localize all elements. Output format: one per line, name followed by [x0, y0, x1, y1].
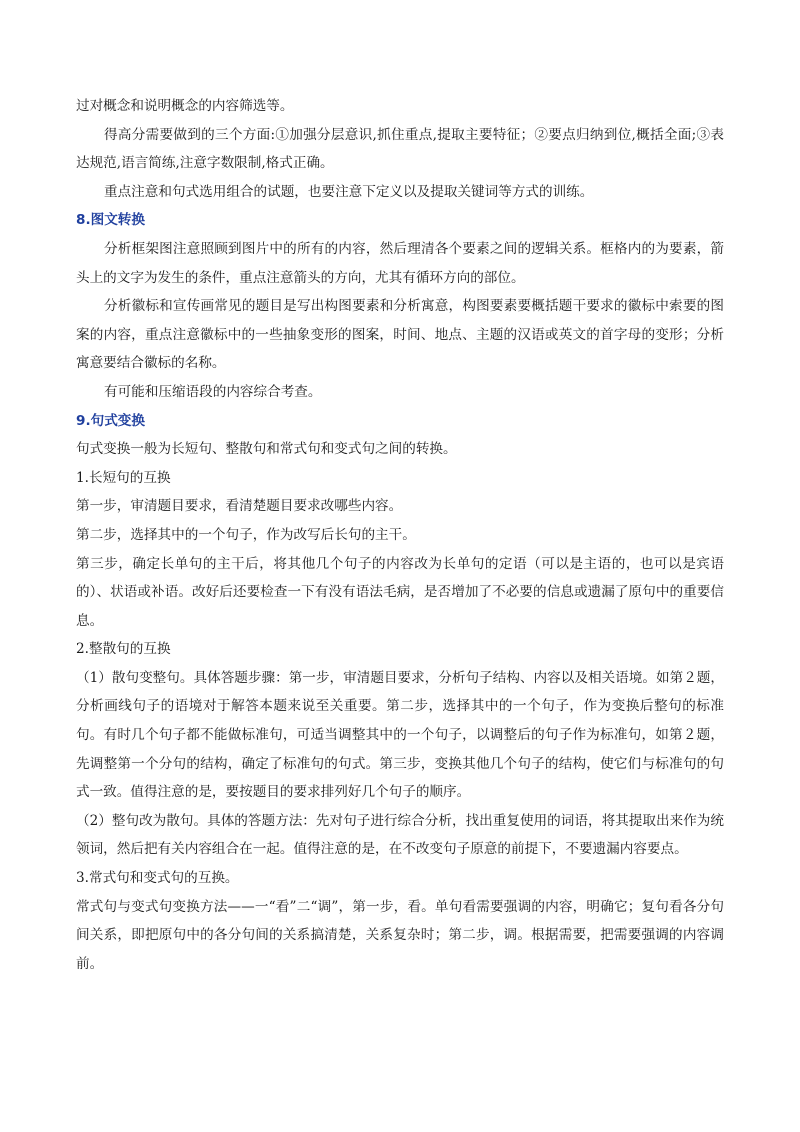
- section-heading-9: 9.句式变换: [76, 412, 145, 429]
- paragraph: 重点注意和句式选用组合的试题，也要注意下定义以及提取关键词等方式的训练。: [104, 183, 594, 200]
- paragraph: 过对概念和说明概念的内容筛选等。: [76, 98, 294, 114]
- paragraph: （1）散句变整句。具体答题步骤：第一步，审清题目要求，分析句子结构、内容以及相关语境。如第２题，分析画线句子的语境对于解答本题来说至关重要。第二步，选择其中的一个句子，作为变换后整句的标准句。有时几个句子都不能做标准句，可适当调整其中的一个句子，以调整后的句子作为标准句，如第２题，先调整第一个分句的结构，确定了标准句的句式。第三步，变换其他几个句子的结构，使它们与标准句的句式一致。值得注意的是，要按题目的要求排列好几个句子的顺序。: [76, 669, 724, 801]
- paragraph: 第一步，审清题目要求，看清楚题目要求改哪些内容。: [76, 498, 403, 515]
- document-page: [76, 92, 724, 978]
- paragraph: 得高分需要做到的三个方面:①加强分层意识,抓住重点,提取主要特征；②要点归纳到位,概括全面;③表达规范,语言简练,注意字数限制,格式正确。: [76, 126, 724, 172]
- paragraph: 句式变换一般为长短句、整散句和常式句和变式句之间的转换。: [76, 441, 457, 458]
- paragraph: 第三步，确定长单句的主干后，将其他几个句子的内容改为长单句的定语（可以是主语的，也可以是宾语的）、状语或补语。改好后还要检查一下有没有语法毛病，是否增加了不必要的信息或遗漏了原句中的重要信息。: [76, 555, 724, 629]
- paragraph: 分析框架图注意照顾到图片中的所有的内容，然后理清各个要素之间的逻辑关系。框格内的为要素，箭头上的文字为发生的条件，重点注意箭头的方向，尤其有循环方向的部位。: [76, 240, 724, 286]
- subheading: 3.常式句和变式句的互换。: [76, 870, 239, 887]
- paragraph: 第二步，选择其中的一个句子，作为改写后长句的主干。: [76, 526, 416, 543]
- paragraph: 有可能和压缩语段的内容综合考查。: [104, 383, 322, 400]
- section-heading-8: 8.图文转换: [76, 212, 145, 229]
- paragraph: 常式句与变式句变换方法——一“看”二“调”，第一步，看。单句看需要强调的内容，明确它；复句看各分句间关系，即把原句中的各分句间的关系搞清楚，关系复杂时；第二步，调。根据需要，把需要强调的内容调前。: [76, 898, 724, 972]
- subheading: 1.长短句的互换: [76, 469, 171, 486]
- subheading: 2.整散句的互换: [76, 641, 171, 658]
- paragraph: （2）整句改为散句。具体的答题方法：先对句子进行综合分析，找出重复使用的词语，将其提取出来作为统领词，然后把有关内容组合在一起。值得注意的是，在不改变句子原意的前提下，不要遗漏内容要点。: [76, 812, 724, 858]
- paragraph: 分析徽标和宣传画常见的题目是写出构图要素和分析寓意，构图要素要概括题干要求的徽标中索要的图案的内容，重点注意徽标中的一些抽象变形的图案，时间、地点、主题的汉语或英文的首字母的变形；分析寓意要结合徽标的名称。: [76, 298, 724, 372]
